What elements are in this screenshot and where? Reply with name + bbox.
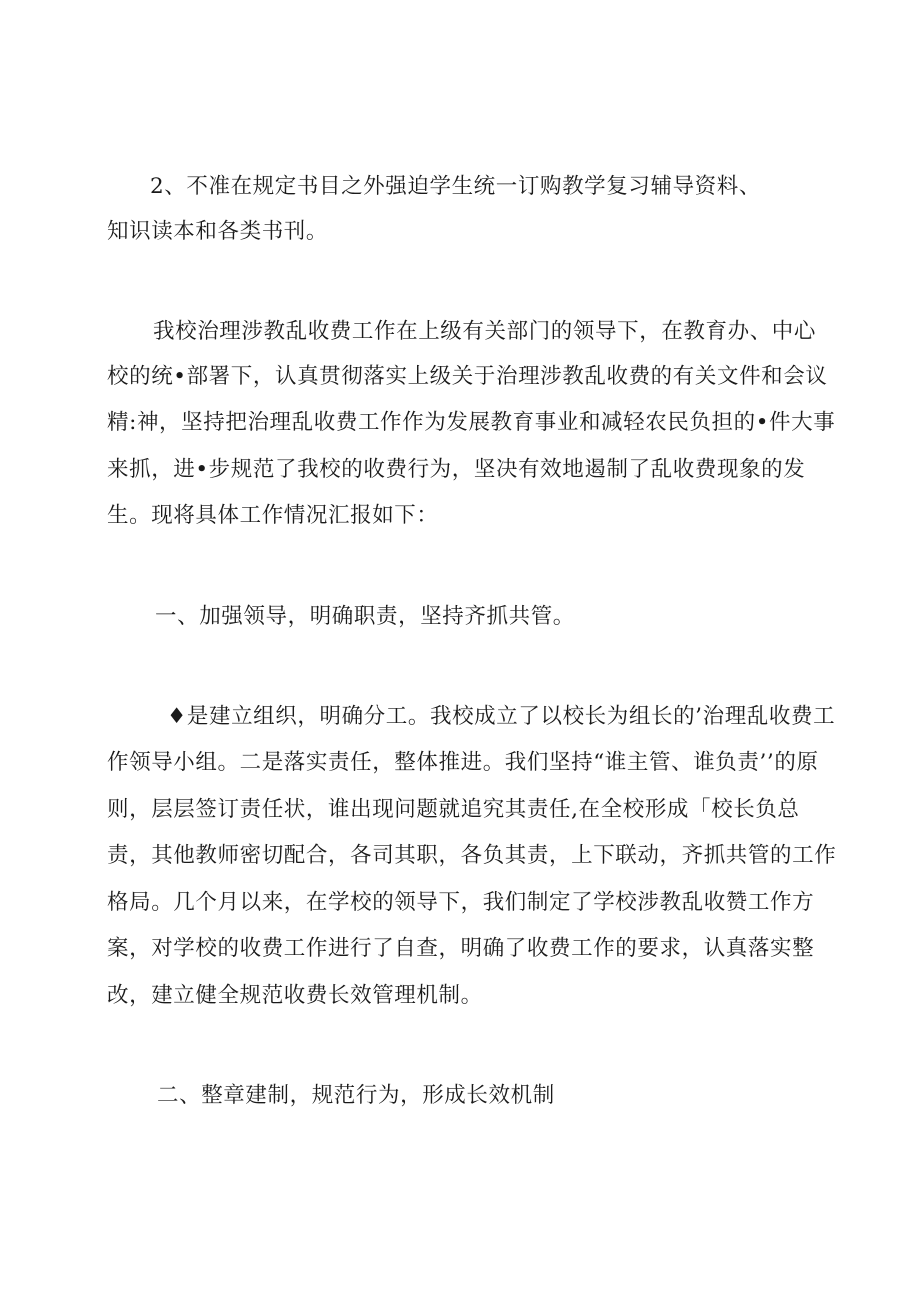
paragraph-3-line-4: 责，其他教师密切配合，各司其职，各负其责，上下联动，齐抓共管的工作	[107, 843, 837, 868]
paragraph-2-line-4: 来抓，进•步规范了我校的收费行为，坚决有效地遏制了乱收费现象的发	[107, 457, 806, 482]
section-heading-2: 二、整章建制，规范行为，形成长效机制	[157, 1083, 555, 1108]
paragraph-1-line-2: 知识读本和各类书刊。	[107, 219, 329, 244]
paragraph-2-line-2: 校的统•部署下，认真贯彻落实上级关于治理涉教乱收费的有关文件和会议	[107, 364, 828, 389]
paragraph-3-line-1: ♦是建立组织，明确分工。我校成立了以校长为组长的’治理乱收费工	[167, 704, 836, 729]
paragraph-3-line-3: 则，层层签订责任状，谁出现问题就追究其责任,在全校形成「校长负总	[107, 797, 800, 822]
paragraph-2-line-1: 我校治理涉教乱收费工作在上级有关部门的领导下，在教育办、中心	[153, 319, 817, 344]
paragraph-3-line-2: 作领导小组。二是落实责任，整体推进。我们坚持“谁主管、谁负责’’的原	[107, 750, 819, 775]
paragraph-3-line-7: 改，建立健全规范收费长效管理机制。	[107, 983, 483, 1008]
paragraph-3-line-5: 格局。几个月以来，在学校的领导下，我们制定了学校涉教乱收赞工作方	[107, 890, 815, 915]
paragraph-2-line-5: 生。现将具体工作情况汇报如下：	[107, 503, 439, 528]
paragraph-1-line-1: 2、不准在规定书目之外强迫学生统一订购教学复习辅导资料、	[150, 174, 761, 199]
paragraph-3-line-6: 案，对学校的收费工作进行了自查，明确了收费工作的要求，认真落实整	[107, 936, 815, 961]
paragraph-2-line-3: 精:神，坚持把治理乱收费工作作为发展教育事业和减轻农民负担的•件大事	[107, 410, 836, 435]
section-heading-1: 一、加强领导，明确职责，坚持齐抓共管。	[155, 604, 575, 629]
